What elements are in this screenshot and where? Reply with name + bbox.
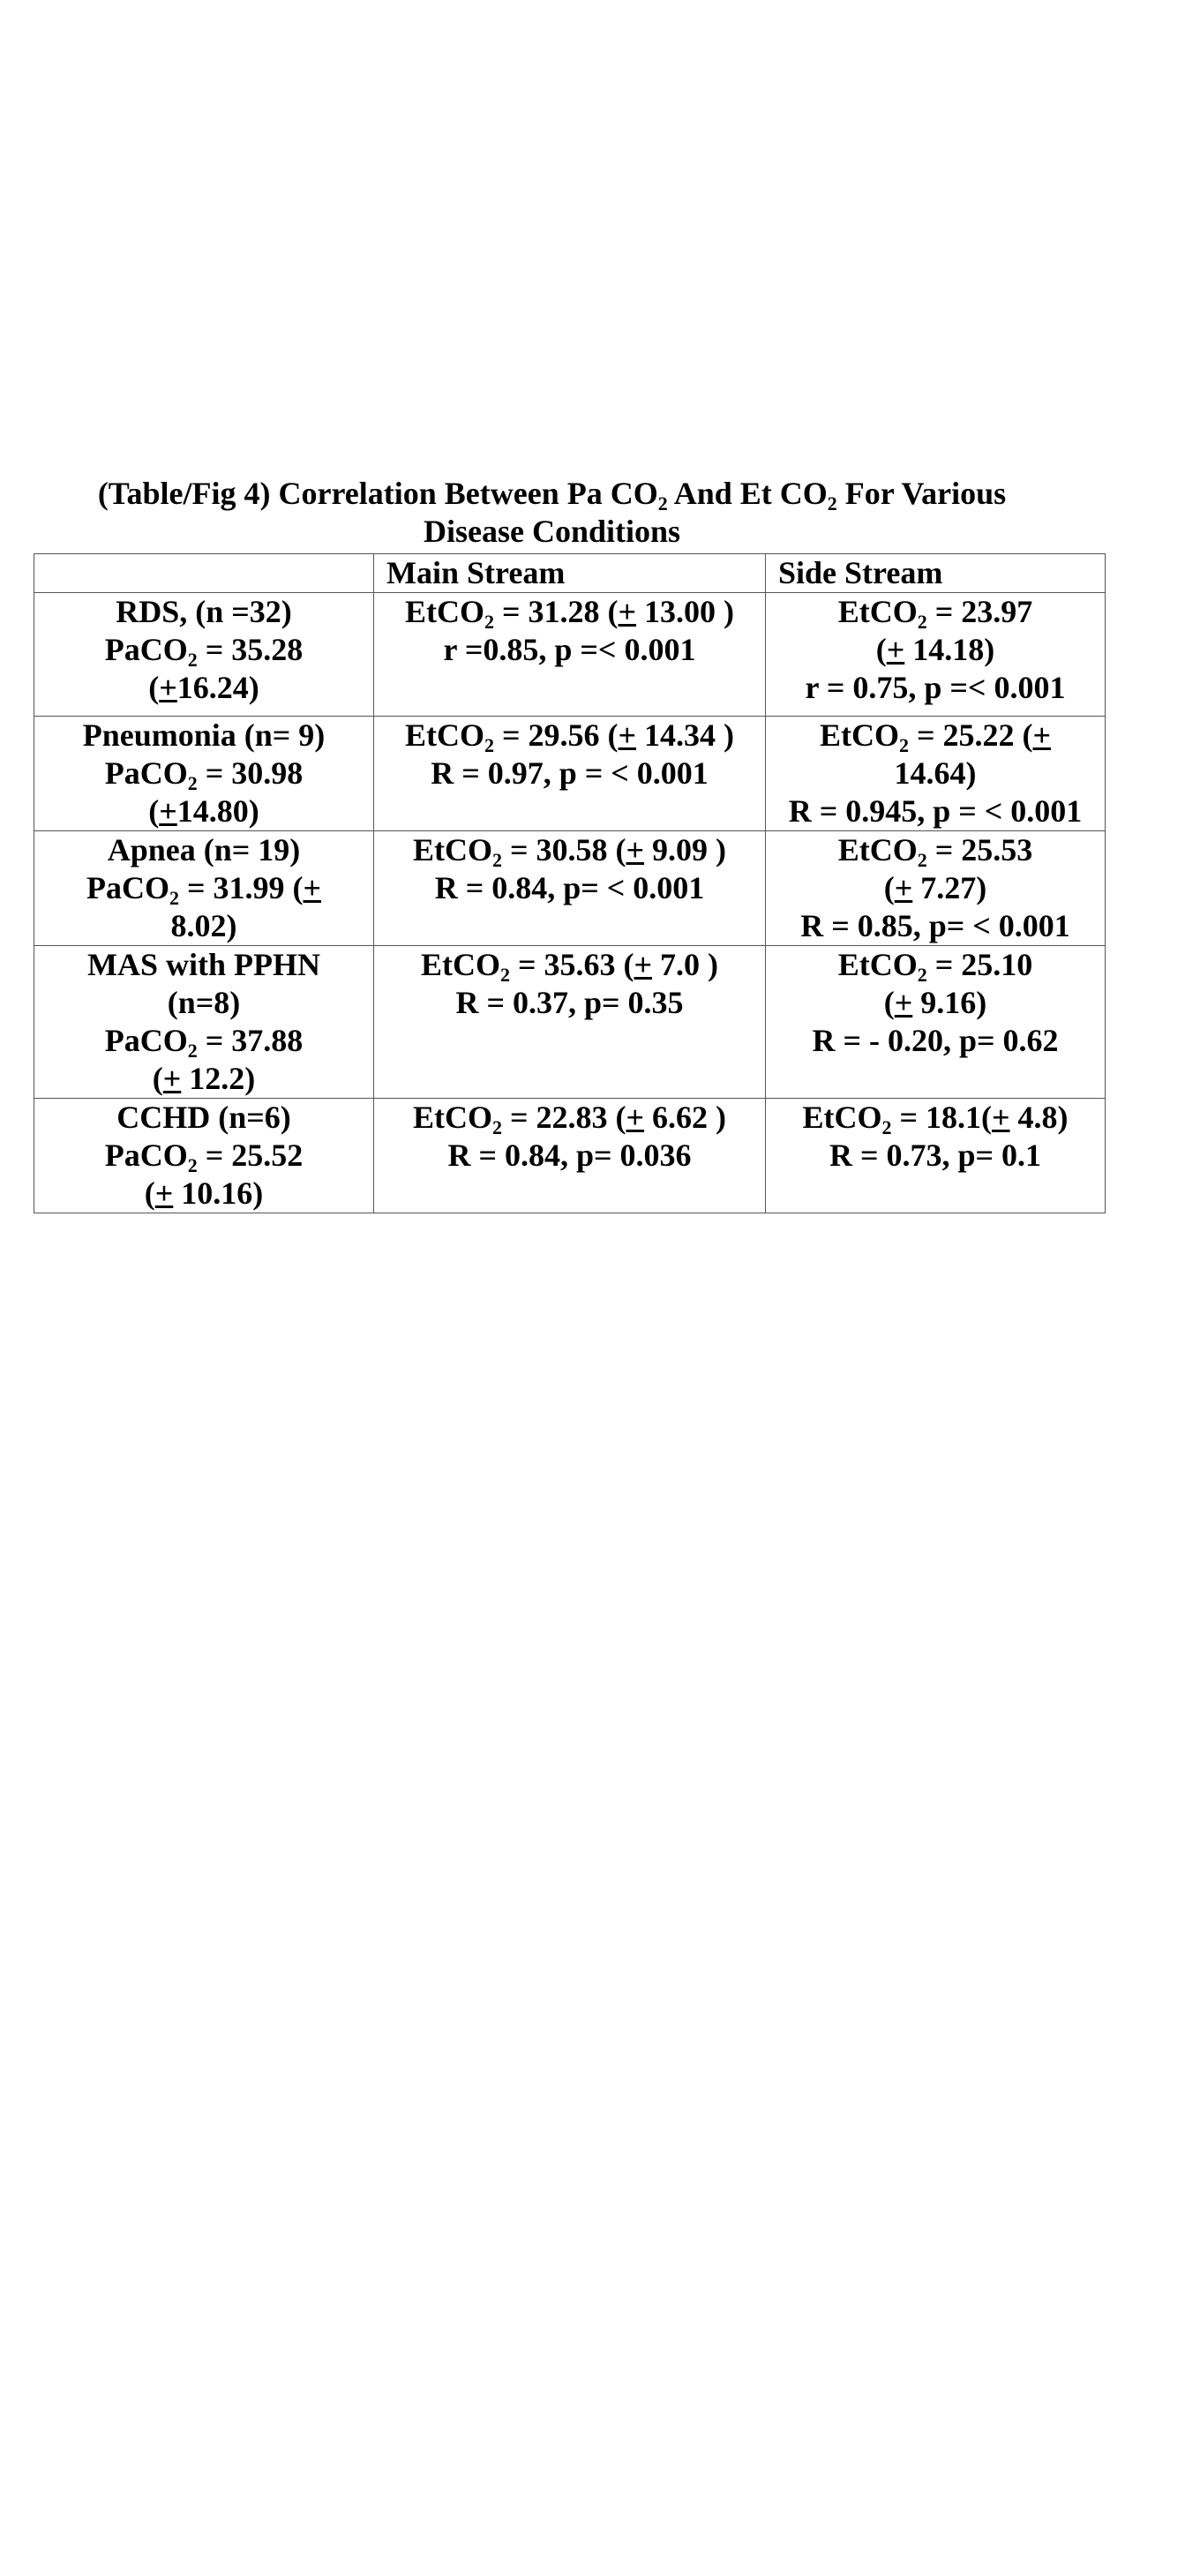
condition-cell: Apnea (n= 19) PaCO$_2$ = 31.99 (+ 8.02) (34, 831, 374, 946)
header-side-stream: Side Stream (766, 554, 1106, 593)
main-stream-cell: EtCO$_2$ = 29.56 (+ 14.34 ) R = 0.97, p = < 0.001 (374, 717, 766, 831)
caption-line-1: (Table/Fig 4) Correlation Between Pa $CO_2$ And Et $CO_2$ For Various (97, 476, 1007, 514)
condition-cell: Pneumonia (n= 9) PaCO$_2$ = 30.98 (+14.80) (34, 717, 374, 831)
side-stream-cell: EtCO$_2$ = 18.1(+ 4.8) R = 0.73, p= 0.1 (766, 1099, 1106, 1213)
header-condition (34, 554, 374, 593)
header-main-stream: Main Stream (374, 554, 766, 593)
condition-cell: CCHD (n=6) PaCO$_2$ = 25.52 (+ 10.16) (34, 1099, 374, 1213)
condition-cell: RDS, (n =32) PaCO$_2$ = 35.28 (+16.24) (34, 593, 374, 717)
main-stream-cell: EtCO$_2$ = 22.83 (+ 6.62 ) R = 0.84, p= 0.036 (374, 1099, 766, 1213)
table-row (34, 1099, 1106, 1213)
side-stream-cell: EtCO$_2$ = 23.97 (+ 14.18) r = 0.75, p =< 0.001 (766, 593, 1106, 717)
side-stream-cell: EtCO$_2$ = 25.53 (+ 7.27) R = 0.85, p= < 0.001 (766, 831, 1106, 946)
table-caption (34, 475, 1070, 551)
main-stream-cell: EtCO$_2$ = 30.58 (+ 9.09 ) R = 0.84, p= < 0.001 (374, 831, 766, 946)
side-stream-cell: EtCO$_2$ = 25.22 (+ 14.64) R = 0.945, p = < 0.001 (766, 717, 1106, 831)
condition-cell: MAS with PPHN (n=8) PaCO$_2$ = 37.88 (+ 12.2) (34, 946, 374, 1099)
table-row (34, 717, 1106, 831)
table-row (34, 593, 1106, 717)
table-row (34, 946, 1106, 1099)
caption-line-2: Disease Conditions (423, 514, 681, 549)
table-header-row (34, 554, 1106, 593)
table-row (34, 831, 1106, 946)
main-stream-cell: EtCO$_2$ = 31.28 (+ 13.00 ) r =0.85, p =< 0.001 (374, 593, 766, 717)
correlation-table (34, 553, 1106, 1213)
main-stream-cell: EtCO$_2$ = 35.63 (+ 7.0 ) R = 0.37, p= 0.35 (374, 946, 766, 1099)
side-stream-cell: EtCO$_2$ = 25.10 (+ 9.16) R = - 0.20, p= 0.62 (766, 946, 1106, 1099)
